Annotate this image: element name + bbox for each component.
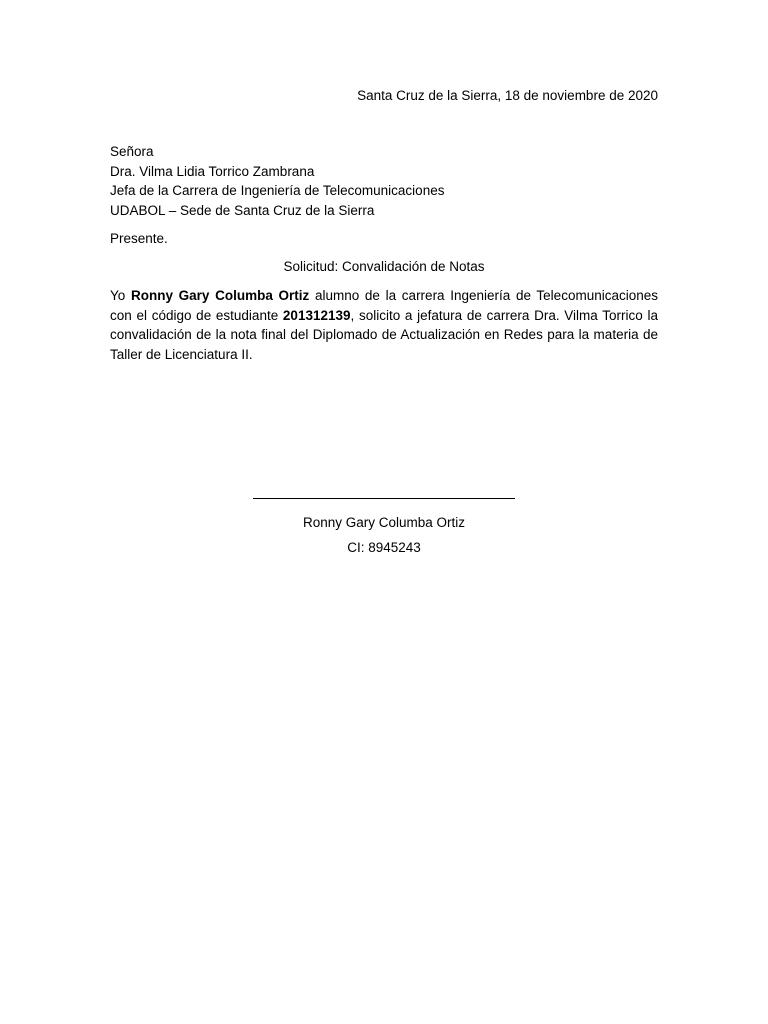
presente-line: Presente. — [110, 231, 168, 246]
recipient-salutation: Señora — [110, 144, 154, 159]
body-text-part1: Yo — [110, 288, 131, 303]
signature-name: Ronny Gary Columba Ortiz — [302, 515, 466, 530]
body-text-part2: alumno de la carrera Ingeniería de Telecomunicaciones con el código de estudiante — [110, 288, 658, 323]
recipient-institution: UDABOL – Sede de Santa Cruz de la Sierra — [110, 202, 375, 218]
subject-line: Solicitud: Convalidación de Notas — [283, 259, 485, 274]
signature-ci: CI: 8945243 — [347, 540, 421, 555]
student-code: 201312139 — [282, 307, 351, 323]
signature-line — [253, 484, 515, 499]
body-text-part3: , solicito a jefatura de carrera Dra. Vilma Torrico la convalidación de la nota final del Diplomado de Actualización en Redes para la materia de Taller de Licenciatura II. — [110, 307, 659, 362]
recipient-position: Jefa de la Carrera de Ingeniería de Telecomunicaciones — [110, 183, 445, 198]
date-line: Santa Cruz de la Sierra, 18 de noviembre de 2020 — [357, 88, 658, 103]
recipient-name: Dra. Vilma Lidia Torrico Zambrana — [110, 163, 315, 179]
body-paragraph — [110, 286, 658, 364]
recipient-block — [110, 142, 444, 220]
signature-block — [110, 484, 658, 558]
student-name: Ronny Gary Columba Ortiz — [130, 288, 310, 303]
